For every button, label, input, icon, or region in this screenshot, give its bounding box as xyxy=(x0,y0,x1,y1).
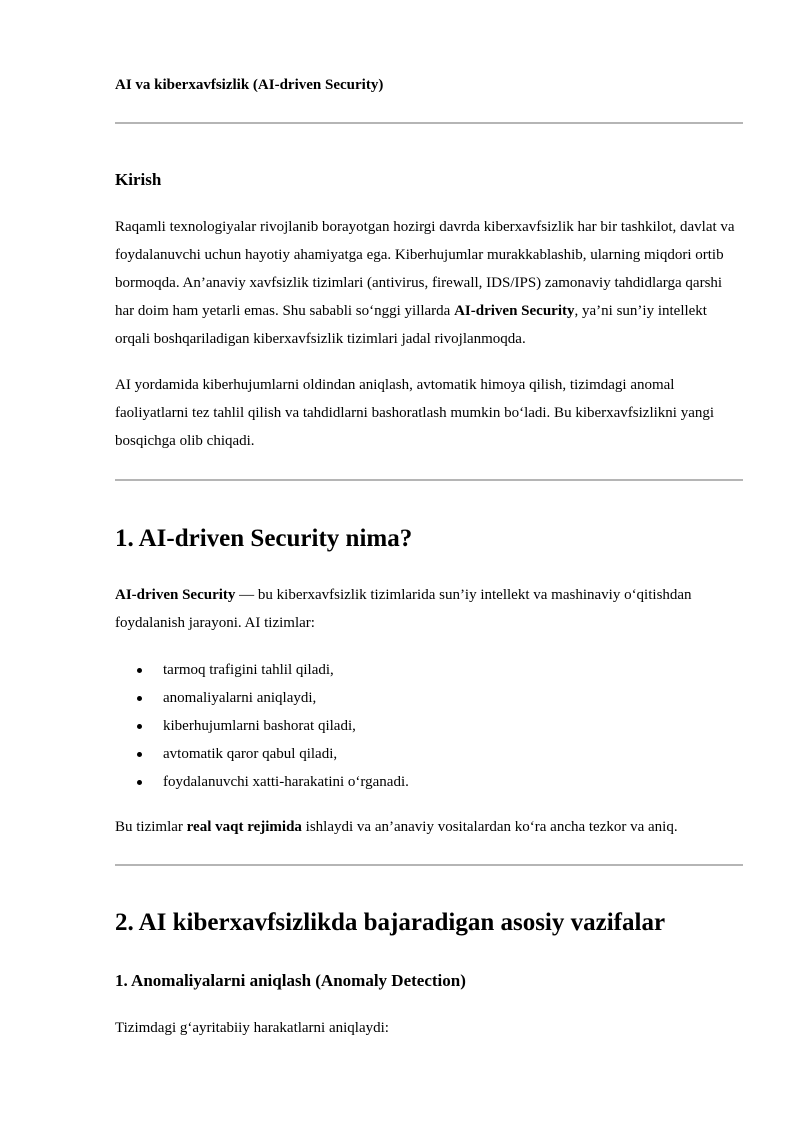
list-item-text: avtomatik qaror qabul qiladi, xyxy=(163,746,338,762)
intro-p1-bold: AI-driven Security xyxy=(454,303,575,319)
intro-p1-text: Raqamli texnologiyalar rivojlanib borayotgan hozirgi davrda kiberxavfsizlik har bir tashkilot, davlat va foydalanuvchi uchun hayotiy ahamiyatga ega. Kiberhujumlar murakkablashib, ularning miqdori ortib bormoqda. An’anaviy xavfsizlik tizimlari (antivirus, firewall, IDS/IPS) zamonaviy tahdidlarga qarshi har doim ham yetarli emas. Shu sababli so‘nggi yillarda xyxy=(115,219,735,319)
bullet-icon xyxy=(137,752,142,757)
intro-p1-text-end: , ya’ni sun’iy intellekt orqali boshqariladigan kiberxavfsizlik tizimlari jadal rivojlanmoqda. xyxy=(115,303,707,347)
list-item xyxy=(115,740,409,768)
section-1-paragraph-2 xyxy=(115,813,743,841)
subsection-1-paragraph: Tizimdagi g‘ayritabiiy harakatlarni aniqlaydi: xyxy=(115,1020,389,1036)
subsection-1-heading: 1. Anomaliyalarni aniqlash (Anomaly Detection) xyxy=(115,971,466,990)
list-item-text: tarmoq trafigini tahlil qiladi, xyxy=(163,662,334,678)
section-1-p2-text-end: ishlaydi va an’anaviy vositalardan ko‘ra ancha tezkor va aniq. xyxy=(301,819,678,835)
list-item xyxy=(115,768,409,796)
divider xyxy=(115,864,743,866)
section-1-heading: 1. AI-driven Security nima? xyxy=(115,525,413,552)
bullet-icon xyxy=(137,780,142,785)
section-1-p1-text: — bu kiberxavfsizlik tizimlarida sun’iy intellekt va mashinaviy o‘qitishdan foydalanish jarayoni. AI tizimlar: xyxy=(115,587,692,631)
list-item-text: anomaliyalarni aniqlaydi, xyxy=(163,690,317,706)
bullet-icon xyxy=(137,668,142,673)
list-item xyxy=(115,712,409,740)
list-item-text: foydalanuvchi xatti-harakatini o‘rganadi. xyxy=(163,774,409,790)
intro-paragraph-1 xyxy=(115,213,743,353)
section-1-p2-text: Bu tizimlar xyxy=(115,819,187,835)
bullet-icon xyxy=(137,724,142,729)
list-item-text: kiberhujumlarni bashorat qiladi, xyxy=(163,718,356,734)
section-1-paragraph-1 xyxy=(115,581,743,637)
intro-heading: Kirish xyxy=(115,170,162,189)
section-1-p1-bold: AI-driven Security xyxy=(115,587,236,603)
divider xyxy=(115,122,743,124)
bullet-icon xyxy=(137,696,142,701)
section-2-heading: 2. AI kiberxavfsizlikda bajaradigan asosiy vazifalar xyxy=(115,909,666,936)
section-1-p2-bold: real vaqt rejimida xyxy=(186,819,302,835)
section-1-bullet-list xyxy=(115,656,409,796)
list-item xyxy=(115,684,409,712)
document-title: AI va kiberxavfsizlik (AI-driven Security) xyxy=(115,77,384,93)
list-item xyxy=(115,656,409,684)
divider xyxy=(115,479,743,481)
intro-paragraph-2: AI yordamida kiberhujumlarni oldindan aniqlash, avtomatik himoya qilish, tizimdagi anomal faoliyatlarni tez tahlil qilish va tahdidlarni bashoratlash mumkin bo‘ladi. Bu kiberxavfsizlikni yangi bosqichga olib chiqadi. xyxy=(115,377,715,449)
